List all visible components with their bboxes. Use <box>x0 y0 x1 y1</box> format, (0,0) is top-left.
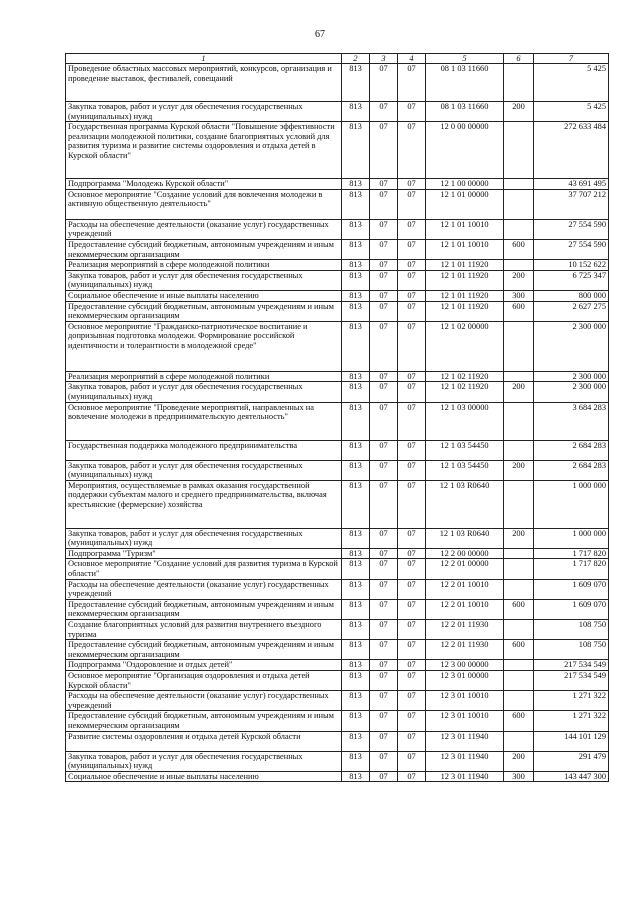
section-cell: 07 <box>370 219 398 239</box>
amount-cell: 1 000 000 <box>534 528 609 548</box>
expense-type-cell <box>504 548 534 559</box>
table-row <box>66 671 609 691</box>
gl-cell: 813 <box>342 548 370 559</box>
table-row <box>66 731 609 751</box>
row-name-cell: Расходы на обеспечение деятельности (оказание услуг) государственных учреждений <box>66 219 342 239</box>
expense-type-cell: 200 <box>504 102 534 122</box>
section-cell: 07 <box>370 660 398 671</box>
gl-cell: 813 <box>342 528 370 548</box>
amount-cell: 3 684 283 <box>534 402 609 440</box>
amount-cell: 1 271 322 <box>534 691 609 711</box>
target-article-cell: 12 3 01 11940 <box>426 771 504 782</box>
section-cell: 07 <box>370 671 398 691</box>
amount-cell: 217 534 549 <box>534 671 609 691</box>
gl-cell: 813 <box>342 371 370 382</box>
table-row <box>66 371 609 382</box>
target-article-cell: 12 2 01 11930 <box>426 640 504 660</box>
target-article-cell: 12 1 03 R0640 <box>426 528 504 548</box>
row-name-cell: Предоставление субсидий бюджетным, автономным учреждениям и иным некоммерческим организациям <box>66 640 342 660</box>
section-cell: 07 <box>370 731 398 751</box>
expense-type-cell <box>504 371 534 382</box>
row-name-cell: Предоставление субсидий бюджетным, автономным учреждениям и иным некоммерческим организациям <box>66 301 342 321</box>
subsection-cell: 07 <box>398 548 426 559</box>
row-name-cell: Основное мероприятие "Создание условий для развития туризма в Курской области" <box>66 559 342 579</box>
row-name-cell: Закупка товаров, работ и услуг для обеспечения государственных (муниципальных) нужд <box>66 460 342 480</box>
amount-cell: 1 717 820 <box>534 559 609 579</box>
table-header-row <box>66 54 609 64</box>
subsection-cell: 07 <box>398 460 426 480</box>
amount-cell: 2 627 275 <box>534 301 609 321</box>
row-name-cell: Подпрограмма "Молодежь Курской области" <box>66 179 342 190</box>
gl-cell: 813 <box>342 219 370 239</box>
gl-cell: 813 <box>342 179 370 190</box>
row-name-cell: Расходы на обеспечение деятельности (оказание услуг) государственных учреждений <box>66 579 342 599</box>
section-cell: 07 <box>370 620 398 640</box>
expense-type-cell: 600 <box>504 640 534 660</box>
target-article-cell: 12 3 01 10010 <box>426 691 504 711</box>
table-row <box>66 548 609 559</box>
expense-type-cell <box>504 440 534 460</box>
target-article-cell: 12 2 00 00000 <box>426 548 504 559</box>
subsection-cell: 07 <box>398 731 426 751</box>
gl-cell: 813 <box>342 480 370 528</box>
subsection-cell: 07 <box>398 620 426 640</box>
expense-type-cell <box>504 671 534 691</box>
section-cell: 07 <box>370 290 398 301</box>
gl-cell: 813 <box>342 671 370 691</box>
table-row <box>66 239 609 259</box>
section-cell: 07 <box>370 301 398 321</box>
subsection-cell: 07 <box>398 671 426 691</box>
header-cell: 6 <box>504 54 534 64</box>
table-row <box>66 711 609 731</box>
row-name-cell: Проведение областных массовых мероприятий, конкурсов, организация и проведение выставок, фестивалей, совещаний <box>66 64 342 102</box>
subsection-cell: 07 <box>398 640 426 660</box>
gl-cell: 813 <box>342 64 370 102</box>
table-row <box>66 620 609 640</box>
table-row <box>66 771 609 782</box>
gl-cell: 813 <box>342 731 370 751</box>
section-cell: 07 <box>370 260 398 271</box>
section-cell: 07 <box>370 321 398 371</box>
row-name-cell: Государственная поддержка молодежного предпринимательства <box>66 440 342 460</box>
target-article-cell: 12 0 00 00000 <box>426 122 504 179</box>
subsection-cell: 07 <box>398 599 426 619</box>
gl-cell: 813 <box>342 771 370 782</box>
table-row <box>66 290 609 301</box>
expense-type-cell <box>504 579 534 599</box>
target-article-cell: 12 1 02 11920 <box>426 371 504 382</box>
subsection-cell: 07 <box>398 711 426 731</box>
expense-type-cell: 600 <box>504 239 534 259</box>
section-cell: 07 <box>370 270 398 290</box>
row-name-cell: Основное мероприятие "Гражданско-патриотическое воспитание и допризывная подготовка молодежи. Формирование российской идентичности и толерантности в молодежной среде" <box>66 321 342 371</box>
amount-cell: 43 691 495 <box>534 179 609 190</box>
expense-type-cell: 200 <box>504 460 534 480</box>
row-name-cell: Закупка товаров, работ и услуг для обеспечения государственных (муниципальных) нужд <box>66 751 342 771</box>
amount-cell: 37 707 212 <box>534 189 609 219</box>
section-cell: 07 <box>370 548 398 559</box>
table-row <box>66 599 609 619</box>
gl-cell: 813 <box>342 599 370 619</box>
target-article-cell: 12 1 03 R0640 <box>426 480 504 528</box>
expense-type-cell <box>504 480 534 528</box>
subsection-cell: 07 <box>398 528 426 548</box>
target-article-cell: 12 1 01 11920 <box>426 290 504 301</box>
subsection-cell: 07 <box>398 771 426 782</box>
expense-type-cell <box>504 219 534 239</box>
target-article-cell: 12 1 01 11920 <box>426 301 504 321</box>
gl-cell: 813 <box>342 620 370 640</box>
expense-type-cell <box>504 731 534 751</box>
amount-cell: 1 271 322 <box>534 711 609 731</box>
table-row <box>66 219 609 239</box>
table-row <box>66 640 609 660</box>
amount-cell: 272 633 484 <box>534 122 609 179</box>
subsection-cell: 07 <box>398 290 426 301</box>
subsection-cell: 07 <box>398 102 426 122</box>
gl-cell: 813 <box>342 122 370 179</box>
amount-cell: 6 725 347 <box>534 270 609 290</box>
table-row <box>66 102 609 122</box>
row-name-cell: Закупка товаров, работ и услуг для обеспечения государственных (муниципальных) нужд <box>66 382 342 402</box>
section-cell: 07 <box>370 64 398 102</box>
target-article-cell: 12 1 01 10010 <box>426 219 504 239</box>
amount-cell: 2 300 000 <box>534 382 609 402</box>
amount-cell: 5 425 <box>534 64 609 102</box>
table-row <box>66 382 609 402</box>
expense-type-cell <box>504 559 534 579</box>
gl-cell: 813 <box>342 189 370 219</box>
gl-cell: 813 <box>342 260 370 271</box>
amount-cell: 27 554 590 <box>534 239 609 259</box>
section-cell: 07 <box>370 691 398 711</box>
row-name-cell: Предоставление субсидий бюджетным, автономным учреждениям и иным некоммерческим организациям <box>66 239 342 259</box>
expense-type-cell <box>504 691 534 711</box>
header-cell: 3 <box>370 54 398 64</box>
subsection-cell: 07 <box>398 382 426 402</box>
row-name-cell: Закупка товаров, работ и услуг для обеспечения государственных (муниципальных) нужд <box>66 270 342 290</box>
subsection-cell: 07 <box>398 751 426 771</box>
target-article-cell: 12 3 01 11940 <box>426 731 504 751</box>
amount-cell: 1 000 000 <box>534 480 609 528</box>
subsection-cell: 07 <box>398 179 426 190</box>
table-row <box>66 559 609 579</box>
target-article-cell: 12 1 00 00000 <box>426 179 504 190</box>
amount-cell: 800 000 <box>534 290 609 301</box>
target-article-cell: 12 2 01 11930 <box>426 620 504 640</box>
section-cell: 07 <box>370 711 398 731</box>
target-article-cell: 12 2 01 00000 <box>426 559 504 579</box>
row-name-cell: Подпрограмма "Оздоровление и отдых детей" <box>66 660 342 671</box>
subsection-cell: 07 <box>398 219 426 239</box>
table-row <box>66 460 609 480</box>
subsection-cell: 07 <box>398 440 426 460</box>
section-cell: 07 <box>370 579 398 599</box>
subsection-cell: 07 <box>398 480 426 528</box>
section-cell: 07 <box>370 751 398 771</box>
subsection-cell: 07 <box>398 270 426 290</box>
expense-type-cell: 300 <box>504 290 534 301</box>
table-row <box>66 440 609 460</box>
table-row <box>66 579 609 599</box>
expense-type-cell: 200 <box>504 270 534 290</box>
row-name-cell: Закупка товаров, работ и услуг для обеспечения государственных (муниципальных) нужд <box>66 102 342 122</box>
table-row <box>66 402 609 440</box>
amount-cell: 291 479 <box>534 751 609 771</box>
subsection-cell: 07 <box>398 691 426 711</box>
gl-cell: 813 <box>342 640 370 660</box>
subsection-cell: 07 <box>398 321 426 371</box>
target-article-cell: 12 1 01 11920 <box>426 270 504 290</box>
target-article-cell: 12 1 02 11920 <box>426 382 504 402</box>
expense-type-cell: 600 <box>504 599 534 619</box>
amount-cell: 1 609 070 <box>534 599 609 619</box>
table-row <box>66 751 609 771</box>
subsection-cell: 07 <box>398 660 426 671</box>
amount-cell: 2 684 283 <box>534 460 609 480</box>
gl-cell: 813 <box>342 691 370 711</box>
table-row <box>66 122 609 179</box>
target-article-cell: 12 1 03 54450 <box>426 460 504 480</box>
row-name-cell: Государственная программа Курской области "Повышение эффективности реализации молодежной политики, создание благоприятных условий для развития туризма и развитие системы оздоровления и отдыха детей в Курской области" <box>66 122 342 179</box>
gl-cell: 813 <box>342 579 370 599</box>
amount-cell: 2 300 000 <box>534 371 609 382</box>
expense-type-cell: 200 <box>504 751 534 771</box>
gl-cell: 813 <box>342 321 370 371</box>
row-name-cell: Социальное обеспечение и иные выплаты населению <box>66 290 342 301</box>
table-row <box>66 528 609 548</box>
table-row <box>66 691 609 711</box>
section-cell: 07 <box>370 771 398 782</box>
subsection-cell: 07 <box>398 64 426 102</box>
row-name-cell: Расходы на обеспечение деятельности (оказание услуг) государственных учреждений <box>66 691 342 711</box>
subsection-cell: 07 <box>398 579 426 599</box>
target-article-cell: 12 1 02 00000 <box>426 321 504 371</box>
row-name-cell: Социальное обеспечение и иные выплаты населению <box>66 771 342 782</box>
page-number: 67 <box>315 29 325 40</box>
gl-cell: 813 <box>342 382 370 402</box>
table-row <box>66 301 609 321</box>
expense-type-cell <box>504 620 534 640</box>
subsection-cell: 07 <box>398 239 426 259</box>
amount-cell: 10 152 622 <box>534 260 609 271</box>
section-cell: 07 <box>370 640 398 660</box>
section-cell: 07 <box>370 440 398 460</box>
amount-cell: 108 750 <box>534 640 609 660</box>
amount-cell: 2 300 000 <box>534 321 609 371</box>
header-cell: 4 <box>398 54 426 64</box>
target-article-cell: 12 1 01 11920 <box>426 260 504 271</box>
expense-type-cell <box>504 179 534 190</box>
gl-cell: 813 <box>342 102 370 122</box>
amount-cell: 5 425 <box>534 102 609 122</box>
target-article-cell: 12 3 01 11940 <box>426 751 504 771</box>
expense-type-cell: 600 <box>504 711 534 731</box>
expense-type-cell <box>504 260 534 271</box>
row-name-cell: Закупка товаров, работ и услуг для обеспечения государственных (муниципальных) нужд <box>66 528 342 548</box>
section-cell: 07 <box>370 559 398 579</box>
gl-cell: 813 <box>342 460 370 480</box>
subsection-cell: 07 <box>398 301 426 321</box>
row-name-cell: Реализация мероприятий в сфере молодежной политики <box>66 371 342 382</box>
table-row <box>66 660 609 671</box>
expense-type-cell <box>504 402 534 440</box>
expense-type-cell: 300 <box>504 771 534 782</box>
gl-cell: 813 <box>342 301 370 321</box>
row-name-cell: Подпрограмма "Туризм" <box>66 548 342 559</box>
expense-type-cell <box>504 660 534 671</box>
section-cell: 07 <box>370 599 398 619</box>
gl-cell: 813 <box>342 402 370 440</box>
expense-type-cell <box>504 122 534 179</box>
gl-cell: 813 <box>342 290 370 301</box>
expense-type-cell <box>504 189 534 219</box>
amount-cell: 108 750 <box>534 620 609 640</box>
table-row <box>66 480 609 528</box>
target-article-cell: 12 2 01 10010 <box>426 579 504 599</box>
row-name-cell: Основное мероприятие "Проведение мероприятий, направленных на вовлечение молодежи в предпринимательскую деятельность" <box>66 402 342 440</box>
subsection-cell: 07 <box>398 371 426 382</box>
gl-cell: 813 <box>342 440 370 460</box>
amount-cell: 217 534 549 <box>534 660 609 671</box>
table-row <box>66 189 609 219</box>
gl-cell: 813 <box>342 239 370 259</box>
subsection-cell: 07 <box>398 260 426 271</box>
target-article-cell: 12 3 01 00000 <box>426 671 504 691</box>
target-article-cell: 12 1 03 54450 <box>426 440 504 460</box>
section-cell: 07 <box>370 402 398 440</box>
target-article-cell: 12 2 01 10010 <box>426 599 504 619</box>
subsection-cell: 07 <box>398 559 426 579</box>
amount-cell: 143 447 300 <box>534 771 609 782</box>
row-name-cell: Основное мероприятие "Организация оздоровления и отдыха детей Курской области" <box>66 671 342 691</box>
target-article-cell: 12 1 01 10010 <box>426 239 504 259</box>
table-row <box>66 64 609 102</box>
table-row <box>66 270 609 290</box>
expense-type-cell <box>504 321 534 371</box>
gl-cell: 813 <box>342 559 370 579</box>
amount-cell: 1 717 820 <box>534 548 609 559</box>
target-article-cell: 08 1 03 11660 <box>426 102 504 122</box>
section-cell: 07 <box>370 239 398 259</box>
section-cell: 07 <box>370 371 398 382</box>
expense-type-cell <box>504 64 534 102</box>
amount-cell: 27 554 590 <box>534 219 609 239</box>
gl-cell: 813 <box>342 751 370 771</box>
subsection-cell: 07 <box>398 189 426 219</box>
budget-table <box>65 53 609 782</box>
section-cell: 07 <box>370 122 398 179</box>
section-cell: 07 <box>370 460 398 480</box>
row-name-cell: Мероприятия, осуществляемые в рамках оказания государственной поддержки субъектам малого и среднего предпринимательства, включая крестьянские (фермерские) хозяйства <box>66 480 342 528</box>
table-row <box>66 321 609 371</box>
section-cell: 07 <box>370 528 398 548</box>
section-cell: 07 <box>370 480 398 528</box>
row-name-cell: Основное мероприятие "Создание условий для вовлечения молодежи в активную общественную деятельность" <box>66 189 342 219</box>
header-cell: 2 <box>342 54 370 64</box>
expense-type-cell: 200 <box>504 382 534 402</box>
table-row <box>66 179 609 190</box>
amount-cell: 1 609 070 <box>534 579 609 599</box>
gl-cell: 813 <box>342 711 370 731</box>
section-cell: 07 <box>370 382 398 402</box>
row-name-cell: Создание благоприятных условий для развития внутреннего въездного туризма <box>66 620 342 640</box>
gl-cell: 813 <box>342 270 370 290</box>
amount-cell: 144 101 129 <box>534 731 609 751</box>
section-cell: 07 <box>370 189 398 219</box>
expense-type-cell: 200 <box>504 528 534 548</box>
target-article-cell: 12 3 01 10010 <box>426 711 504 731</box>
row-name-cell: Развитие системы оздоровления и отдыха детей Курской области <box>66 731 342 751</box>
subsection-cell: 07 <box>398 402 426 440</box>
section-cell: 07 <box>370 102 398 122</box>
target-article-cell: 12 1 03 00000 <box>426 402 504 440</box>
row-name-cell: Предоставление субсидий бюджетным, автономным учреждениям и иным некоммерческим организациям <box>66 599 342 619</box>
amount-cell: 2 684 283 <box>534 440 609 460</box>
expense-type-cell: 600 <box>504 301 534 321</box>
section-cell: 07 <box>370 179 398 190</box>
header-cell: 5 <box>426 54 504 64</box>
target-article-cell: 12 1 01 00000 <box>426 189 504 219</box>
row-name-cell: Предоставление субсидий бюджетным, автономным учреждениям и иным некоммерческим организациям <box>66 711 342 731</box>
target-article-cell: 08 1 03 11660 <box>426 64 504 102</box>
table-row <box>66 260 609 271</box>
gl-cell: 813 <box>342 660 370 671</box>
subsection-cell: 07 <box>398 122 426 179</box>
target-article-cell: 12 3 00 00000 <box>426 660 504 671</box>
header-cell: 1 <box>66 54 342 64</box>
row-name-cell: Реализация мероприятий в сфере молодежной политики <box>66 260 342 271</box>
header-cell: 7 <box>534 54 609 64</box>
